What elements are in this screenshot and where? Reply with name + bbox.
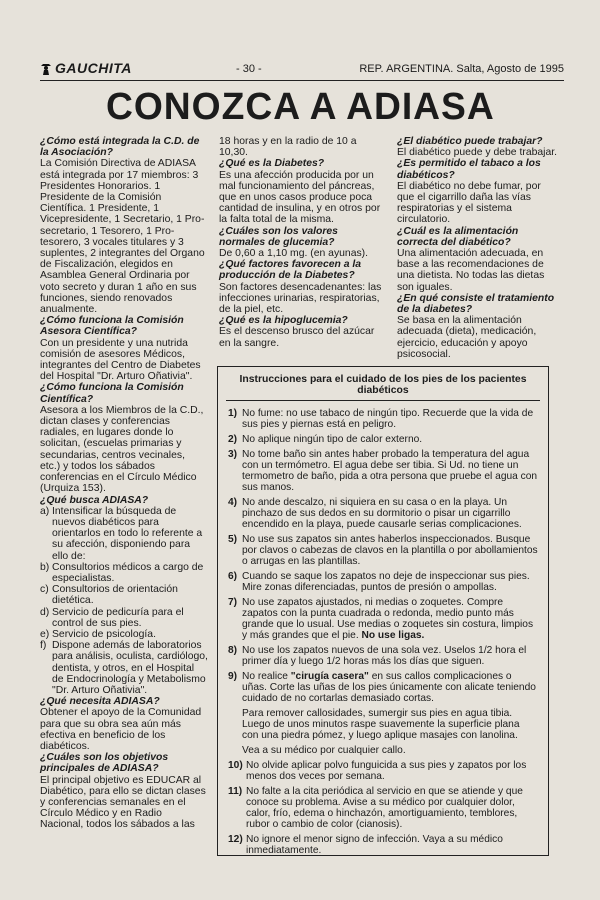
list-item: c) Consultorios de orientación dietética. xyxy=(40,584,178,607)
instruction-subparagraph: Para remover callosidades, sumergir sus pies en agua tibia. Luego de unos minutos raspe suavemente la superficie plana con una piedra pómez, y luego aplique masajes con lanolina. xyxy=(242,708,520,741)
answer-text: Una alimentación adecuada, en base a las recomendaciones de una dietista. No todas las dietas son iguales. xyxy=(397,248,545,293)
instruction-item: 8) No use los zapatos nuevos de una sola vez. Uselos 1/2 hora el primer día y luego 1/2 horas más los días que siguen. xyxy=(228,645,527,667)
instruction-item: 11) No falte a la cita periódica al servicio en que se atiende y que conoce su problema. Avise a su médico por cualquier dolor, calor, frío, edema o hinchazón, amortiguamiento, temblores, rubor o cambio de color (cianosis). xyxy=(228,786,523,830)
question-heading: ¿Qué busca ADIASA? xyxy=(40,494,149,506)
page-header xyxy=(40,60,564,80)
instruction-item: 9) No realice "cirugía casera" en sus callos complicaciones o uñas. Corte las uñas de los pies únicamente con alicate teniendo cuidado de no cortarlas demasiado cortas. xyxy=(228,671,536,704)
header-rule xyxy=(40,80,564,81)
question-heading: ¿Cómo funciona la Comisión Asesora Científica? xyxy=(40,315,184,338)
article-title: CONOZCA A ADIASA xyxy=(105,86,495,128)
instruction-item: 4) No ande descalzo, ni siquiera en su casa o en la playa. Un pinchazo de sus dedos en su dormitorio o pisar un cigarrillo encendido en la playa, puede causarle serias complicaciones. xyxy=(228,497,522,530)
answer-text: Es el descenso brusco del azúcar en la sangre. xyxy=(219,326,375,349)
answer-text: El diabético puede y debe trabajar. xyxy=(397,147,558,159)
instruction-item: 1) No fume: no use tabaco de ningún tipo. Recuerde que la vida de sus pies y piernas está en peligro. xyxy=(228,408,534,430)
instruction-item: 6) Cuando se saque los zapatos no deje de inspeccionar sus pies. Mire zonas diferenciadas, puntos de presión o ampollas. xyxy=(228,571,530,593)
answer-text: Se basa en la alimentación adecuada (dieta), medicación, ejercicio, educación y apoyo psicosocial. xyxy=(397,315,537,360)
list-item: a) Intensificar la búsqueda de nuevos diabéticos para orientarlos en todo lo referente a su afección, disponiendo para ello de: xyxy=(40,505,203,562)
question-heading: ¿Qué es la hipoglucemia? xyxy=(219,315,348,327)
list-item: b) Consultorios médicos a cargo de especialistas. xyxy=(40,561,204,584)
answer-text: Asesora a los Miembros de la C.D., dictan clases y conferencias radiales, en lugares donde lo solicitan, (escuelas primarias y secundarias, centros vecinales, etc.) y todos los sábados conferencias en el Círculo Médico (Urquiza 153). xyxy=(40,404,204,495)
question-heading: ¿Cuáles son los valores normales de glucemia? xyxy=(219,225,338,248)
list-item: e) Servicio de psicología. xyxy=(40,628,156,640)
answer-text: Con un presidente y una nutrida comisión de asesores Médicos, integrantes del Centro de Diabetes del Hospital "Dr. Arturo Oñativia". xyxy=(40,337,201,383)
question-heading: ¿El diabético puede trabajar? xyxy=(397,136,543,147)
dateline: REP. ARGENTINA. Salta, Agosto de 1995 xyxy=(359,63,564,75)
answer-text: Es una afección producida por un mal funcionamiento del páncreas, que en unos casos produce poca cantidad de insulina, y en otros por la falta total de la misma. xyxy=(219,169,381,226)
list-item: d) Servicio de pedicuría para el control de sus pies. xyxy=(40,606,184,629)
page-number: - 30 - xyxy=(236,63,262,75)
answer-text: Son factores desencadenantes: las infecciones urinarias, respiratorias, de la piel, etc. xyxy=(219,281,382,316)
answer-text: El principal objetivo es EDUCAR al Diabético, para ello se dictan clases y conferencias semanales en el Círculo Médico y en Radio Nacional, todos los sábados a las xyxy=(40,774,206,831)
column-2 xyxy=(219,136,387,349)
instruction-item: 2) No aplique ningún tipo de calor externo. xyxy=(228,434,423,445)
masthead-logo xyxy=(40,60,132,76)
answer-text: De 0,60 a 1,10 mg. (en ayunas). xyxy=(219,248,369,260)
column-1 xyxy=(40,136,208,831)
box-title: Instrucciones para el cuidado de los pies de los pacientes diabéticos xyxy=(226,374,540,401)
answer-text: Obtener el apoyo de la Comunidad para que su obra sea aún más efectiva en beneficio de los diabéticos. xyxy=(40,707,202,752)
instruction-item: 5) No use sus zapatos sin antes haberlos inspeccionados. Busque por clavos o cabezas de clavos en la plantilla o por abollamientos o arrugas en las plantillas. xyxy=(228,534,538,567)
instruction-item: 7) No use zapatos ajustados, ni medias o zoquetes. Compre zapatos con la punta cuadrada o redonda, medio punto más grande que lo usual. Use medias o zoquetes sin costura, limpios y más grandes que el pie. No use ligas. xyxy=(228,597,534,641)
column-3 xyxy=(397,136,557,360)
question-heading: ¿En qué consiste el tratamiento de la diabetes? xyxy=(397,292,555,316)
instruction-item: 3) No tome baño sin antes haber probado la temperatura del agua con un termómetro. El agua debe ser tibia. Si Ud. no tiene un termometro de baño, pida a otra persona que pruebe el agua con sus manos. xyxy=(228,449,538,493)
question-heading: ¿Cuáles son los objetivos principales de ADIASA? xyxy=(40,752,169,775)
answer-text: 18 horas y en la radio de 10 a 10,30. xyxy=(219,136,357,159)
question-heading: ¿Cómo funciona la Comisión Científica? xyxy=(40,382,184,405)
answer-text: El diabético no debe fumar, por que el cigarrillo daña las vías respiratorias y el sistema circulatorio. xyxy=(397,180,541,226)
instruction-item: 12) No ignore el menor signo de infección. Vaya a su médico inmediatamente. xyxy=(228,834,503,856)
gaucho-logo-icon xyxy=(40,61,52,75)
logo-text: GAUCHITA xyxy=(55,60,132,76)
list-item: f) Dispone además de laboratorios para análisis, oculista, cardiólogo, dentista, y otros, en el Hospital de Endocrinología y Metabolismo "Dr. Arturo Oñativia". xyxy=(40,640,208,696)
question-heading: ¿Qué necesita ADIASA? xyxy=(40,696,160,708)
question-heading: ¿Es permitido el tabaco a los diabéticos? xyxy=(397,158,541,181)
question-heading: ¿Cuál es la alimentación correcta del diabético? xyxy=(397,225,519,248)
goals-list xyxy=(40,506,208,696)
question-heading: ¿Qué es la Diabetes? xyxy=(219,158,325,170)
foot-care-instructions-box xyxy=(217,366,549,856)
instruction-item: 10) No olvide aplicar polvo funguicida a sus pies y zapatos por los menos dos veces por semana. xyxy=(228,760,527,782)
question-heading: ¿Qué factores favorecen a la producción de la Diabetes? xyxy=(219,259,362,282)
answer-text: La Comisión Directiva de ADIASA está integrada por 17 miembros: 3 Presidentes Honorarios. 1 Presidente de la Comisión Científica. 1 Presidente, 1 Vicepresidente, 1 Secretario, 1 Pro-secretario, 1 Tesorero, 1 Pro-tesorero, 3 vocales titulares y 3 suplentes, 2 integrantes del Organo de Fiscalización, elegidos en Asamblea General Ordinaria por voto secreto y duran 1 año en sus funciones, siendo renovados anualmente. xyxy=(40,158,205,316)
instruction-subparagraph: Vea a su médico por cualquier callo. xyxy=(242,745,406,756)
question-heading: ¿Cómo está integrada la C.D. de la Asociación? xyxy=(40,136,200,159)
